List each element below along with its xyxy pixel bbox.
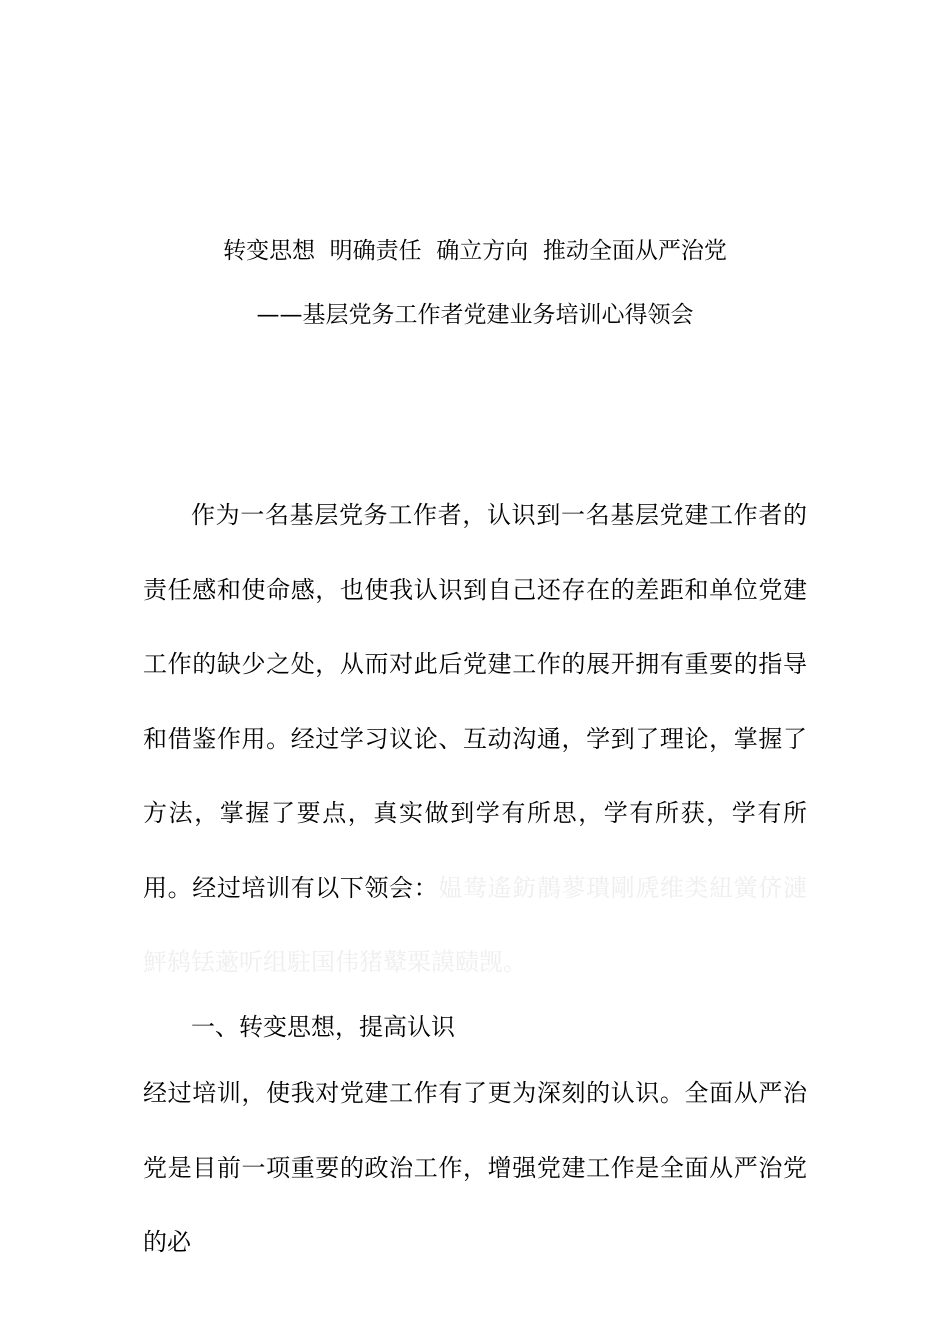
paragraph-intro xyxy=(143,478,807,1000)
document-subtitle: ——基层党务工作者党建业务培训心得领会 xyxy=(256,302,694,328)
paragraph-section-1: 经过培训，使我对党建工作有了更为深刻的认识。全面从严治党是目前一项重要的政治工作，增强党建工作是全面从严治党的必 xyxy=(143,1079,807,1256)
section-heading-1: 一、转变思想，提高认识 xyxy=(191,1013,455,1041)
paragraph-intro-text: 作为一名基层党务工作者，认识到一名基层党建工作者的责任感和使命感，也使我认识到自己还存在的差距和单位党建工作的缺少之处，从而对此后党建工作的展开拥有重要的指导和借鉴作用。经过学习议论、互动沟通，学到了理论，掌握了方法，掌握了要点，真实做到学有所思，学有所获，学有所用。经过培训有以下领会： xyxy=(143,501,807,902)
document-title: 转变思想 明确责任 确立方向 推动全面从严治党 xyxy=(223,238,727,264)
watermark-text: 媪鸯遙鈁鶄蓼璝剛虒维类紐黉侪漣鮃鸫铥藗听组駐国伟猪鼙栗謨赜觊。 xyxy=(143,873,808,976)
